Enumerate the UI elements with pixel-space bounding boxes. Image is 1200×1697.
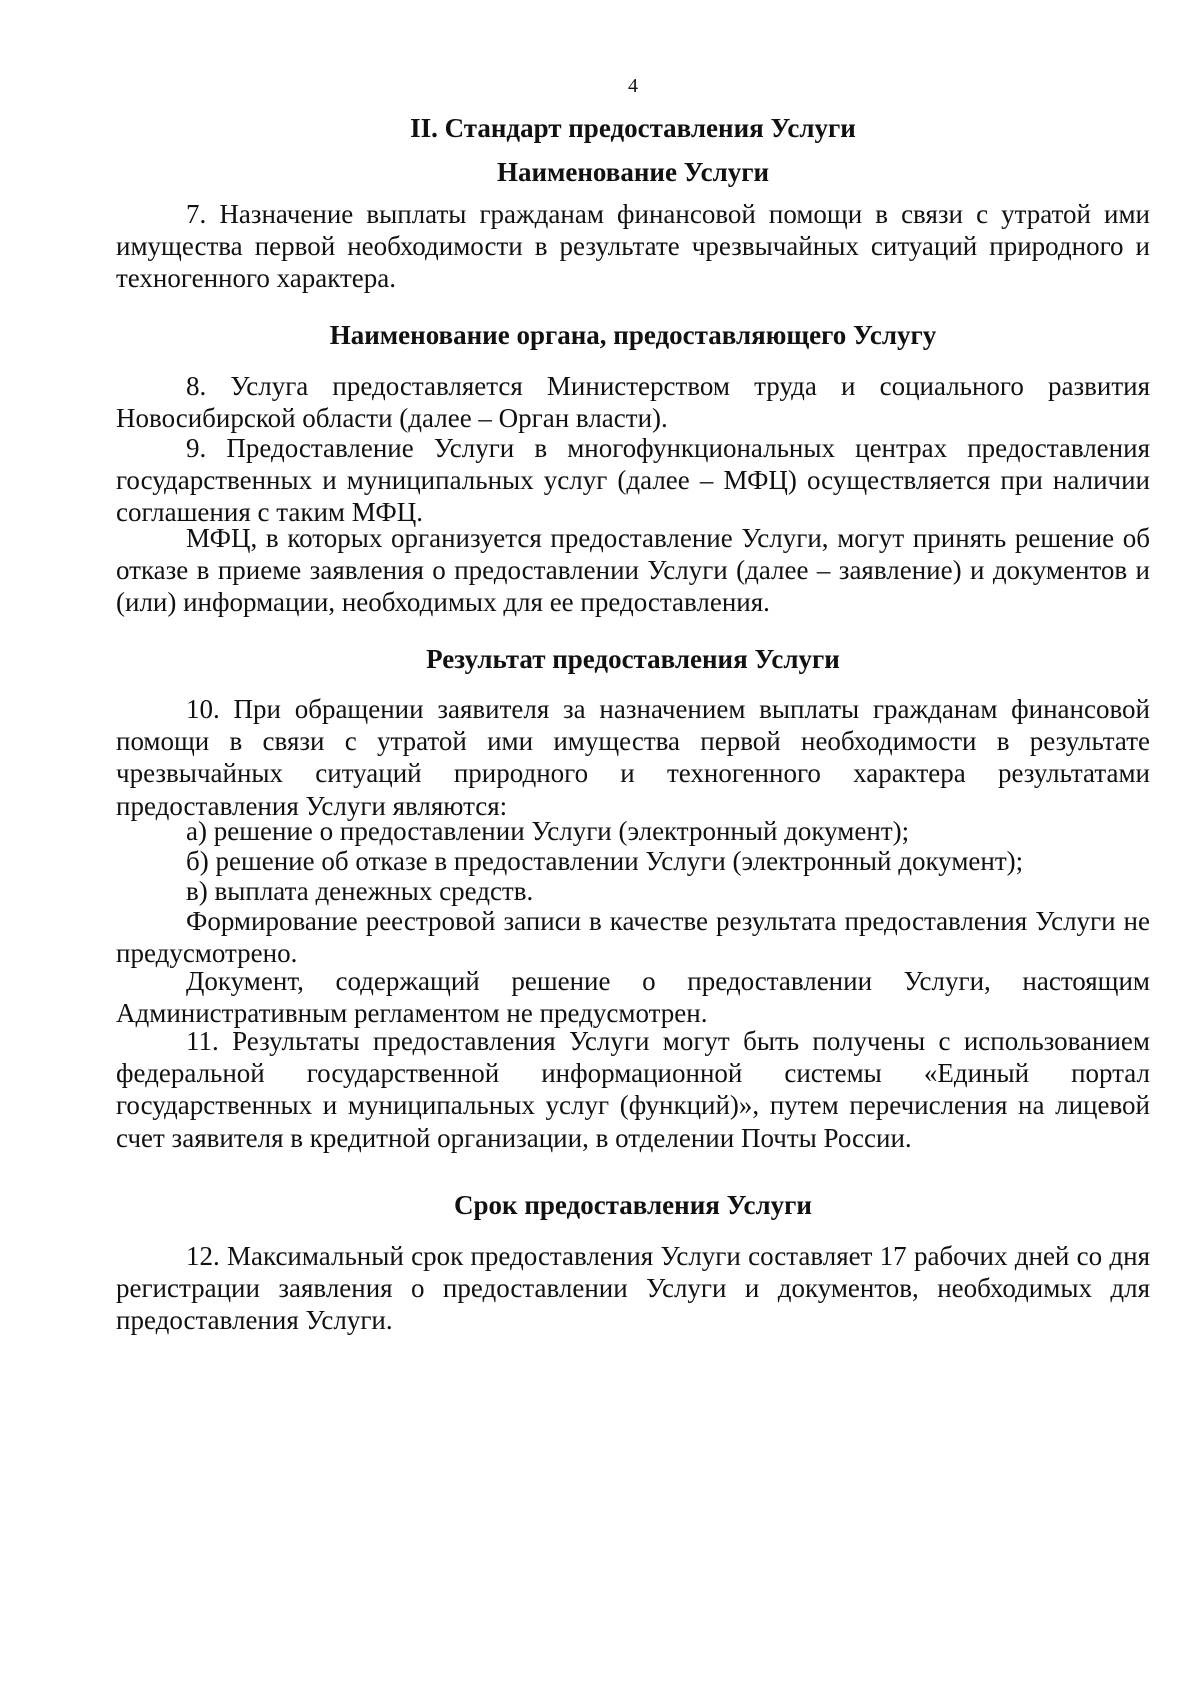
paragraph-11: 11. Результаты предоставления Услуги могут быть получены с использованием федеральной государственной информационной системы «Единый портал государственных и муниципальных услуг (функций)», путем перечисления на лицевой счет заявителя в кредитной организации, в отделении Почты России.: [116, 1026, 1150, 1153]
paragraph-7: 7. Назначение выплаты гражданам финансовой помощи в связи с утратой ими имущества первой необходимости в результате чрезвычайных ситуаций природного и техногенного характера.: [116, 199, 1150, 294]
paragraph-10-document: Документ, содержащий решение о предоставлении Услуги, настоящим Административным регламентом не предусмотрен.: [116, 966, 1150, 1029]
heading-term: Срок предоставления Услуги: [454, 1190, 812, 1220]
paragraph-12: 12. Максимальный срок предоставления Услуги составляет 17 рабочих дней со дня регистрации заявления о предоставлении Услуги и документов, необходимых для предоставления Услуги.: [116, 1241, 1150, 1336]
paragraph-10: 10. При обращении заявителя за назначением выплаты гражданам финансовой помощи в связи с утратой ими имущества первой необходимости в результате чрезвычайных ситуаций природного и техногенного характера результатами предоставления Услуги являются:: [116, 694, 1150, 821]
heading-result: Результат предоставления Услуги: [426, 644, 840, 674]
paragraph-10-item-a: а) решение о предоставлении Услуги (электронный документ);: [186, 816, 910, 846]
paragraph-10-registry: Формирование реестровой записи в качестве результата предоставления Услуги не предусмотрено.: [116, 906, 1150, 969]
heading-service-name: Наименование Услуги: [496, 157, 770, 187]
paragraph-8: 8. Услуга предоставляется Министерством труда и социального развития Новосибирской области (далее – Орган власти).: [116, 371, 1150, 434]
page-number: 4: [628, 75, 638, 97]
paragraph-10-item-v: в) выплата денежных средств.: [186, 876, 534, 906]
section-title: II. Стандарт предоставления Услуги: [410, 113, 856, 143]
paragraph-9-mfc: МФЦ, в которых организуется предоставление Услуги, могут принять решение об отказе в приеме заявления о предоставлении Услуги (далее – заявление) и документов и (или) информации, необходимых для ее предоставления.: [116, 523, 1150, 618]
paragraph-10-item-b: б) решение об отказе в предоставлении Услуги (электронный документ);: [186, 846, 1024, 876]
heading-authority-name: Наименование органа, предоставляющего Услугу: [329, 320, 937, 350]
paragraph-9: 9. Предоставление Услуги в многофункциональных центрах предоставления государственных и муниципальных услуг (далее – МФЦ) осуществляется при наличии соглашения с таким МФЦ.: [116, 433, 1150, 528]
